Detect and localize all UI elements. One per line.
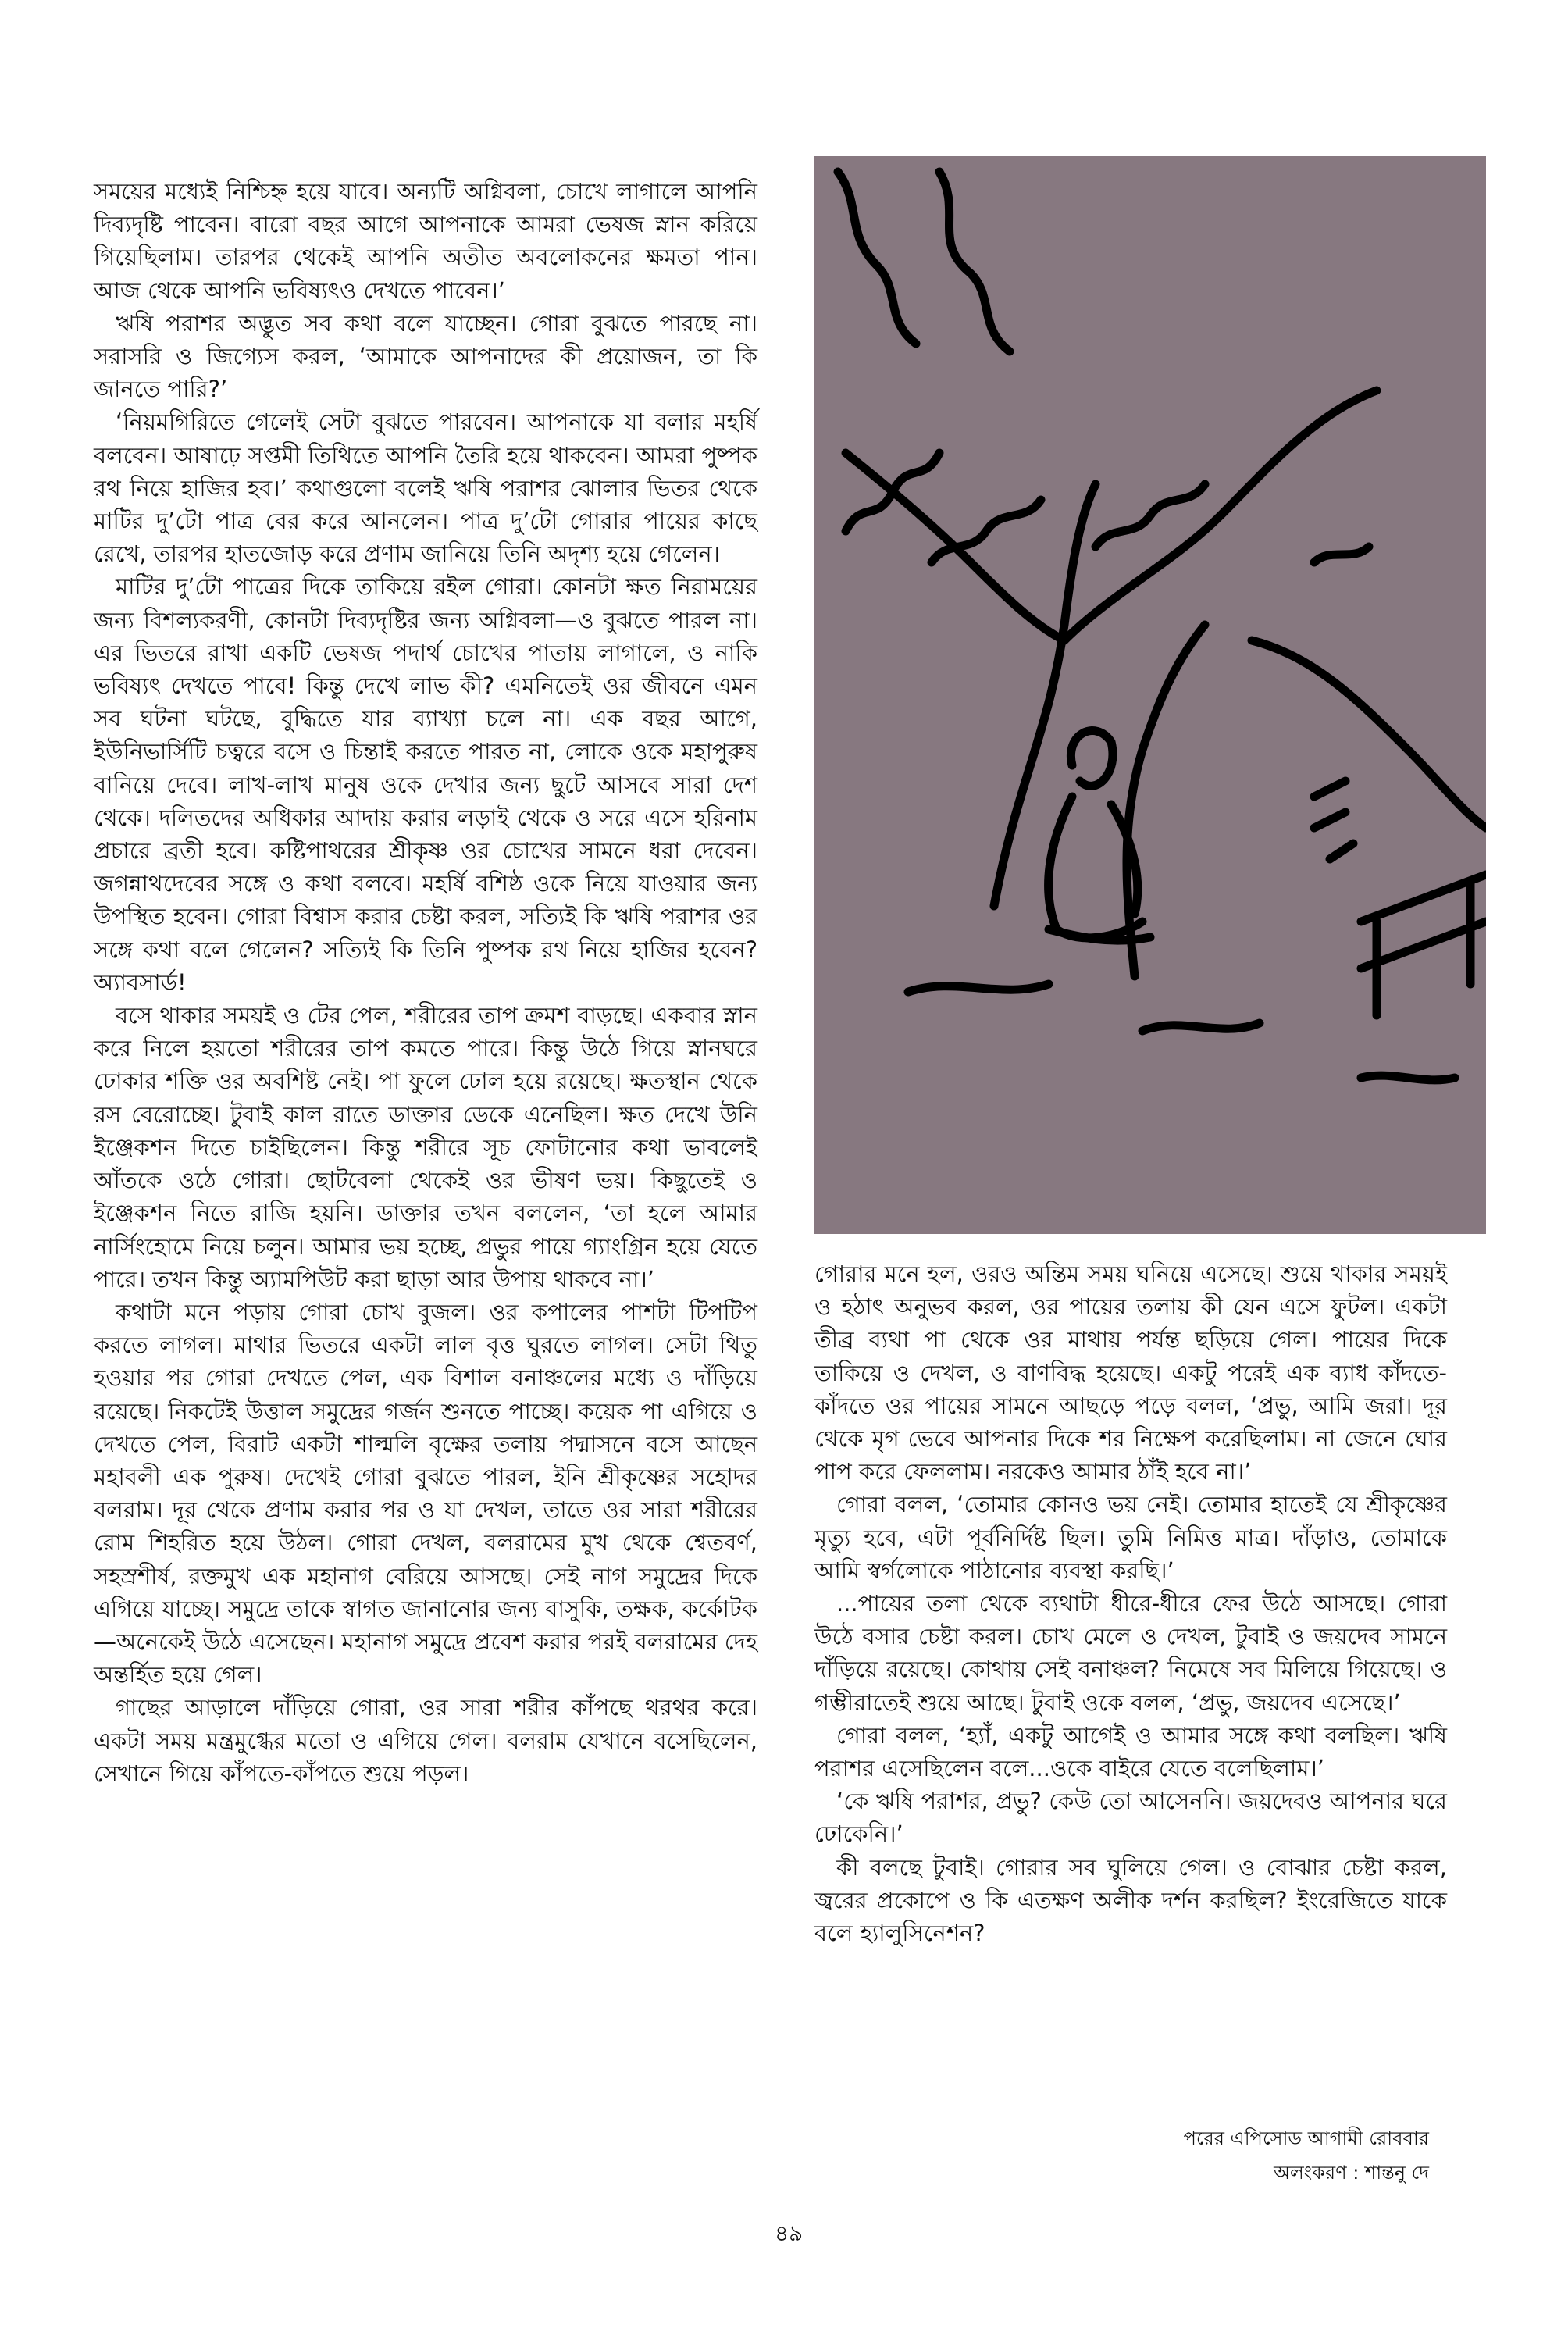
- left-paragraph-5: বসে থাকার সময়ই ও টের পেল, শরীরের তাপ ক্রমশ বাড়ছে। একবার স্নান করে নিলে হয়তো শরীরের তাপ কমতে পারে। কিন্তু উঠে গিয়ে স্নানঘরে ঢোকার শক্তি ওর অবশিষ্ট নেই। পা ফুলে ঢোল হয়ে রয়েছে। ক্ষতস্থান থেকে রস বেরোচ্ছে। টুবাই কাল রাতে ডাক্তার ডেকে এনেছিল। ক্ষত দেখে উনি ইঞ্জেকশন দিতে চাইছিলেন। কিন্তু শরীরে সূচ ফোটানোর কথা ভাবলেই আঁতকে ওঠে গোরা। ছোটবেলা থেকেই ওর ভীষণ ভয়। কিছুতেই ও ইঞ্জেকশন নিতে রাজি হয়নি। ডাক্তার তখন বললেন, ‘তা হলে আমার নার্সিংহোমে নিয়ে চলুন। আমার ভয় হচ্ছে, প্রভুর পায়ে গ্যাংগ্রিন হয়ে যেতে পারে। তখন কিন্তু অ্যামপিউট করা ছাড়া আর উপায় থাকবে না।’: [94, 1002, 757, 1293]
- left-paragraph-7: গাছের আড়ালে দাঁড়িয়ে গোরা, ওর সারা শরীর কাঁপছে থরথর করে। একটা সময় মন্ত্রমুগ্ধের মতো ও এগিয়ে গেল। বলরাম যেখানে বসেছিলেন, সেখানে গিয়ে কাঁপতে-কাঁপতে শুয়ে পড়ল।: [94, 1694, 757, 1787]
- left-paragraph-1: সময়ের মধ্যেই নিশ্চিহ্ন হয়ে যাবে। অন্যটি অগ্নিবলা, চোখে লাগালে আপনি দিব্যদৃষ্টি পাবেন। বারো বছর আগে আপনাকে আমরা ভেষজ স্নান করিয়ে গিয়েছিলাম। তারপর থেকেই আপনি অতীত অবলোকনের ক্ষমতা পান। আজ থেকে আপনি ভবিষ্যৎও দেখতে পাবেন।’: [94, 178, 757, 304]
- story-illustration: [814, 156, 1486, 1234]
- right-paragraph-6: কী বলছে টুবাই। গোরার সব ঘুলিয়ে গেল। ও বোঝার চেষ্টা করল, জ্বরের প্রকোপে ও কি এতক্ষণ অলীক দর্শন করছিল? ইংরেজিতে যাকে বলে হ্যালুসিনেশন?: [814, 1853, 1447, 1947]
- left-paragraph-4: মাটির দু’টো পাত্রের দিকে তাকিয়ে রইল গোরা। কোনটা ক্ষত নিরাময়ের জন্য বিশল্যকরণী, কোনটা দিব্যদৃষ্টির জন্য অগ্নিবলা—ও বুঝতে পারল না। এর ভিতরে রাখা একটি ভেষজ পদার্থ চোখের পাতায় লাগালে, ও নাকি ভবিষ্যৎ দেখতে পাবে! কিন্তু দেখে লাভ কী? এমনিতেই ওর জীবনে এমন সব ঘটনা ঘটছে, বুদ্ধিতে যার ব্যাখ্যা চলে না। এক বছর আগে, ইউনিভার্সিটি চত্বরে বসে ও চিন্তাই করতে পারত না, লোকে ওকে মহাপুরুষ বানিয়ে দেবে। লাখ-লাখ মানুষ ওকে দেখার জন্য ছুটে আসবে সারা দেশ থেকে। দলিতদের অধিকার আদায় করার লড়াই থেকে ও সরে এসে হরিনাম প্রচারে ব্রতী হবে। কষ্টিপাথরের শ্রীকৃষ্ণ ওর চোখের সামনে ধরা দেবেন। জগন্নাথদেবের সঙ্গে ও কথা বলবে। মহর্ষি বশিষ্ঠ ওকে নিয়ে যাওয়ার জন্য উপস্থিত হবেন। গোরা বিশ্বাস করার চেষ্টা করল, সত্যিই কি ঋষি পরাশর ওর সঙ্গে কথা বলে গেলেন? সত্যিই কি তিনি পুষ্পক রথ নিয়ে হাজির হবেন? অ্যাবসার্ড!: [94, 573, 757, 996]
- left-paragraph-2: ঋষি পরাশর অদ্ভুত সব কথা বলে যাচ্ছেন। গোরা বুঝতে পারছে না। সরাসরি ও জিগ্যেস করল, ‘আমাকে আপনাদের কী প্রয়োজন, তা কি জানতে পারি?’: [94, 309, 757, 403]
- illustration-credit: অলংকরণ : শান্তনু দে: [1274, 2162, 1429, 2184]
- right-paragraph-5: ‘কে ঋষি পরাশর, প্রভু? কেউ তো আসেননি। জয়দেবও আপনার ঘরে ঢোকেনি।’: [814, 1788, 1447, 1848]
- right-column: [814, 1257, 1447, 1949]
- right-paragraph-1: গোরার মনে হল, ওরও অন্তিম সময় ঘনিয়ে এসেছে। শুয়ে থাকার সময়ই ও হঠাৎ অনুভব করল, ওর পায়ের তলায় কী যেন এসে ফুটল। একটা তীব্র ব্যথা পা থেকে ওর মাথায় পর্যন্ত ছড়িয়ে গেল। পায়ের দিকে তাকিয়ে ও দেখল, ও বাণবিদ্ধ হয়েছে। একটু পরেই এক ব্যাধ কাঁদতে-কাঁদতে ওর পায়ের সামনে আছড়ে পড়ে বলল, ‘প্রভু, আমি জরা। দূর থেকে মৃগ ভেবে আপনার দিকে শর নিক্ষেপ করেছিলাম। না জেনে ঘোর পাপ করে ফেললাম। নরকেও আমার ঠাঁই হবে না।’: [814, 1261, 1447, 1485]
- left-column: [94, 175, 757, 1790]
- right-paragraph-2: গোরা বলল, ‘তোমার কোনও ভয় নেই। তোমার হাতেই যে শ্রীকৃষ্ণের মৃত্যু হবে, এটা পূর্বনির্দিষ্ট ছিল। তুমি নিমিত্ত মাত্র। দাঁড়াও, তোমাকে আমি স্বর্গলোকে পাঠানোর ব্যবস্থা করছি।’: [814, 1491, 1447, 1584]
- next-episode-note: পরের এপিসোড আগামী রোববার: [1183, 2127, 1429, 2149]
- right-paragraph-4: গোরা বলল, ‘হ্যাঁ, একটু আগেই ও আমার সঙ্গে কথা বলছিল। ঋষি পরাশর এসেছিলেন বলে...ওকে বাইরে যেতে বলেছিলাম।’: [814, 1721, 1447, 1782]
- left-paragraph-6: কথাটা মনে পড়ায় গোরা চোখ বুজল। ওর কপালের পাশটা টিপটিপ করতে লাগল। মাথার ভিতরে একটা লাল বৃত্ত ঘুরতে লাগল। সেটা থিতু হওয়ার পর গোরা দেখতে পেল, এক বিশাল বনাঞ্চলের মধ্যে ও দাঁড়িয়ে রয়েছে। নিকটেই উত্তাল সমুদ্রের গর্জন শুনতে পাচ্ছে। কয়েক পা এগিয়ে ও দেখতে পেল, বিরাট একটা শাল্মলি বৃক্ষের তলায় পদ্মাসনে বসে আছেন মহাবলী এক পুরুষ। দেখেই গোরা বুঝতে পারল, ইনি শ্রীকৃষ্ণের সহোদর বলরাম। দূর থেকে প্রণাম করার পর ও যা দেখল, তাতে ওর সারা শরীরের রোম শিহরিত হয়ে উঠল। গোরা দেখল, বলরামের মুখ থেকে শ্বেতবর্ণ, সহস্রশীর্ষ, রক্তমুখ এক মহানাগ বেরিয়ে আসছে। সেই নাগ সমুদ্রের দিকে এগিয়ে যাচ্ছে। সমুদ্রে তাকে স্বাগত জানানোর জন্য বাসুকি, তক্ষক, কর্কোটক—অনেকেই উঠে এসেছেন। মহানাগ সমুদ্রে প্রবেশ করার পরই বলরামের দেহ অন্তর্হিত হয়ে গেল।: [94, 1298, 757, 1689]
- left-paragraph-3: ‘নিয়মগিরিতে গেলেই সেটা বুঝতে পারবেন। আপনাকে যা বলার মহর্ষি বলবেন। আষাঢ়ে সপ্তমী তিথিতে আপনি তৈরি হয়ে থাকবেন। আমরা পুষ্পক রথ নিয়ে হাজির হব।’ কথাগুলো বলেই ঋষি পরাশর ঝোলার ভিতর থেকে মাটির দু’টো পাত্র বের করে আনলেন। পাত্র দু’টো গোরার পায়ের কাছে রেখে, তারপর হাতজোড় করে প্রণাম জানিয়ে তিনি অদৃশ্য হয়ে গেলেন।: [94, 408, 757, 568]
- right-paragraph-3: ...পায়ের তলা থেকে ব্যথাটা ধীরে-ধীরে ফের উঠে আসছে। গোরা উঠে বসার চেষ্টা করল। চোখ মেলে ও দেখল, টুবাই ও জয়দেব সামনে দাঁড়িয়ে রয়েছে। কোথায় সেই বনাঞ্চল? নিমেষে সব মিলিয়ে গিয়েছে। ও গম্ভীরাতেই শুয়ে আছে। টুবাই ওকে বলল, ‘প্রভু, জয়দেব এসেছে।’: [814, 1590, 1447, 1716]
- tree-figure-drawing: [814, 156, 1486, 1234]
- page-number: ৪৯: [774, 2220, 804, 2246]
